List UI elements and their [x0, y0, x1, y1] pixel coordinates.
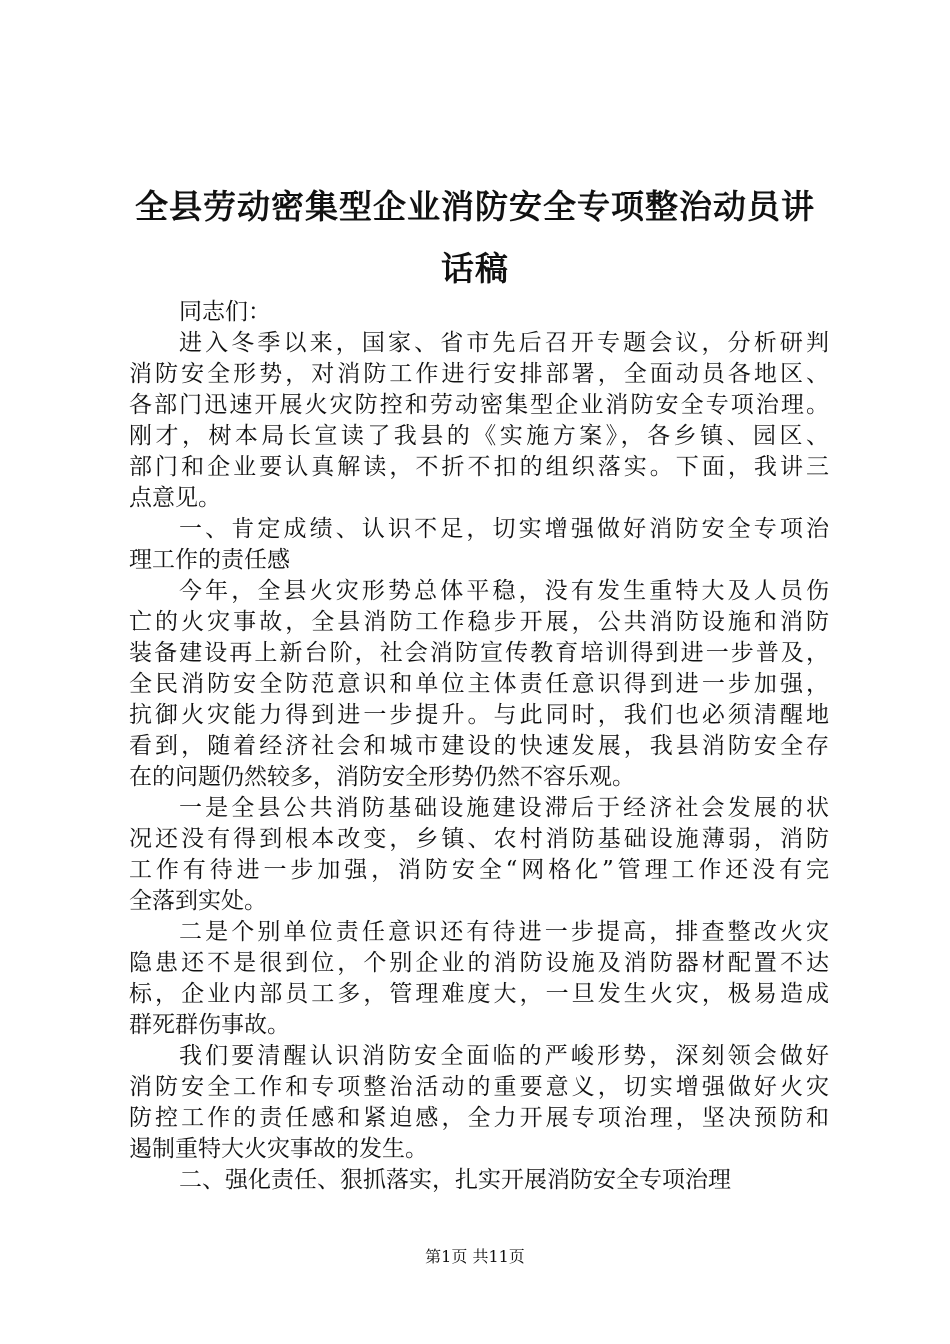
text-line: 理工作的责任感 [129, 547, 290, 573]
text-line: 遏制重特大火灾事故的发生。 [129, 1136, 428, 1162]
text-line: 全民消防安全防范意识和单位主体责任意识得到进一步加强， [129, 671, 829, 697]
text-line: 点意见。 [129, 485, 221, 511]
text-line: 隐患还不是很到位，个别企业的消防设施及消防器材配置不达 [129, 950, 829, 976]
text-line: 工作有待进一步加强，消防安全“网格化”管理工作还没有完 [129, 857, 829, 883]
text-line: 群死群伤事故。 [129, 1012, 290, 1038]
text-line: 刚才，树本局长宣读了我县的《实施方案》，各乡镇、园区、 [129, 423, 829, 449]
text-line: 二、强化责任、狠抓落实，扎实开展消防安全专项治理 [179, 1167, 731, 1193]
text-line: 一、肯定成绩、认识不足，切实增强做好消防安全专项治 [179, 516, 829, 542]
text-line: 看到，随着经济社会和城市建设的快速发展，我县消防安全存 [129, 733, 829, 759]
text-line: 一是全县公共消防基础设施建设滞后于经济社会发展的状 [179, 795, 829, 821]
page-footer: 第1页 共11页 [425, 1247, 525, 1266]
text-line: 各部门迅速开展火灾防控和劳动密集型企业消防安全专项治理。 [129, 392, 829, 418]
text-line: 今年，全县火灾形势总体平稳，没有发生重特大及人员伤 [179, 578, 829, 604]
text-line: 防控工作的责任感和紧迫感，全力开展专项治理，坚决预防和 [129, 1105, 829, 1131]
text-line: 进入冬季以来，国家、省市先后召开专题会议，分析研判 [179, 330, 829, 356]
text-line: 抗御火灾能力得到进一步提升。与此同时，我们也必须清醒地 [129, 702, 829, 728]
text-line: 亡的火灾事故，全县消防工作稳步开展，公共消防设施和消防 [129, 609, 829, 635]
text-line: 二是个别单位责任意识还有待进一步提高，排查整改火灾 [179, 919, 829, 945]
text-line: 部门和企业要认真解读，不折不扣的组织落实。下面，我讲三 [129, 454, 829, 480]
text-line: 我们要清醒认识消防安全面临的严峻形势，深刻领会做好 [179, 1043, 829, 1069]
document-title [120, 176, 830, 300]
text-line: 标，企业内部员工多，管理难度大，一旦发生火灾，极易造成 [129, 981, 829, 1007]
text-line: 在的问题仍然较多，消防安全形势仍然不容乐观。 [129, 764, 635, 790]
document-body [129, 297, 829, 1196]
title-line-2: 话稿 [441, 249, 509, 288]
text-line: 装备建设再上新台阶，社会消防宣传教育培训得到进一步普及， [129, 640, 829, 666]
text-line: 同志们： [179, 299, 271, 325]
title-line-1: 全县劳动密集型企业消防安全专项整治动员讲 [135, 187, 815, 226]
text-line: 全落到实处。 [129, 888, 267, 914]
text-line: 消防安全形势，对消防工作进行安排部署，全面动员各地区、 [129, 361, 829, 387]
text-line: 况还没有得到根本改变，乡镇、农村消防基础设施薄弱，消防 [129, 826, 829, 852]
text-line: 消防安全工作和专项整治活动的重要意义，切实增强做好火灾 [129, 1074, 829, 1100]
